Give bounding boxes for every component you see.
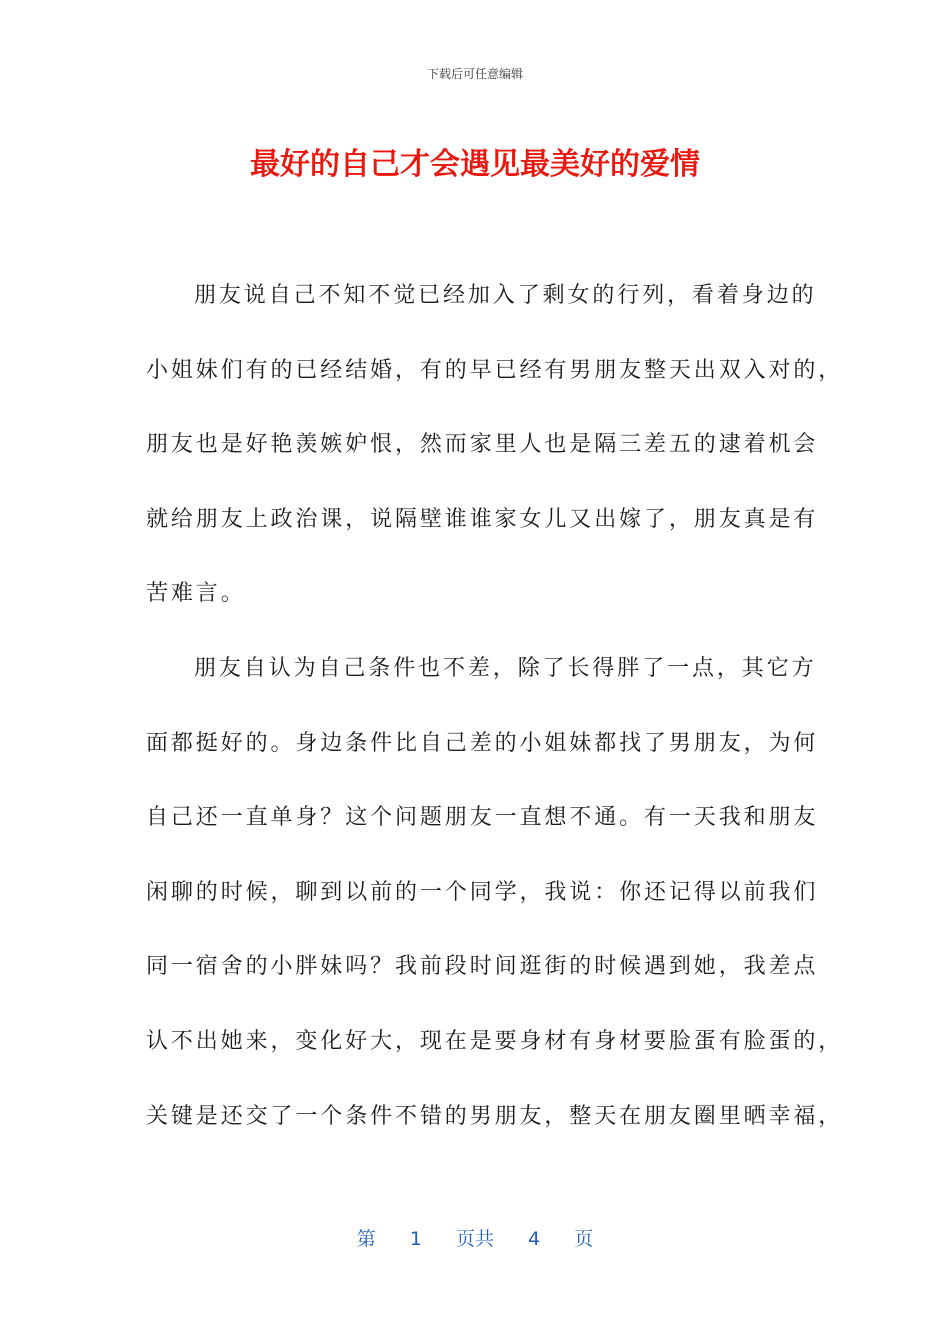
footer-current-page: 1 — [409, 1228, 422, 1250]
body-line: 朋友自认为自己条件也不差，除了长得胖了一点，其它方 — [194, 655, 817, 681]
footer-label-page-end: 页 — [574, 1228, 594, 1250]
body-line: 面都挺好的。身边条件比自己差的小姐妹都找了男朋友，为何 — [146, 730, 819, 756]
body-line: 关键是还交了一个条件不错的男朋友，整天在朋友圈里晒幸福， — [146, 1103, 844, 1129]
body-line: 闲聊的时候，聊到以前的一个同学，我说：你还记得以前我们 — [146, 879, 819, 905]
body-line: 同一宿舍的小胖妹吗？我前段时间逛街的时候遇到她，我差点 — [146, 954, 819, 980]
body-line: 苦难言。 — [146, 581, 246, 607]
header-note: 下载后可任意编辑 — [426, 67, 523, 81]
body-line: 就给朋友上政治课，说隔壁谁谁家女儿又出嫁了，朋友真是有 — [146, 506, 819, 532]
page-footer — [0, 1224, 950, 1254]
document-body — [146, 271, 844, 1166]
footer-total-pages: 4 — [528, 1228, 541, 1250]
footer-label-page-of: 页共 — [455, 1228, 494, 1250]
body-line: 小姐妹们有的已经结婚，有的早已经有男朋友整天出双入对的， — [146, 357, 844, 383]
body-line: 朋友说自己不知不觉已经加入了剩女的行列，看着身边的 — [194, 283, 817, 308]
body-line: 认不出她来，变化好大，现在是要身材有身材要脸蛋有脸蛋的， — [146, 1028, 844, 1054]
body-line: 朋友也是好艳羡嫉妒恨，然而家里人也是隔三差五的逮着机会 — [146, 432, 819, 458]
footer-label-page: 第 — [356, 1228, 376, 1250]
document-title: 最好的自己才会遇见最美好的爱情 — [250, 147, 700, 182]
body-line: 自己还一直单身？这个问题朋友一直想不通。有一天我和朋友 — [146, 805, 819, 831]
